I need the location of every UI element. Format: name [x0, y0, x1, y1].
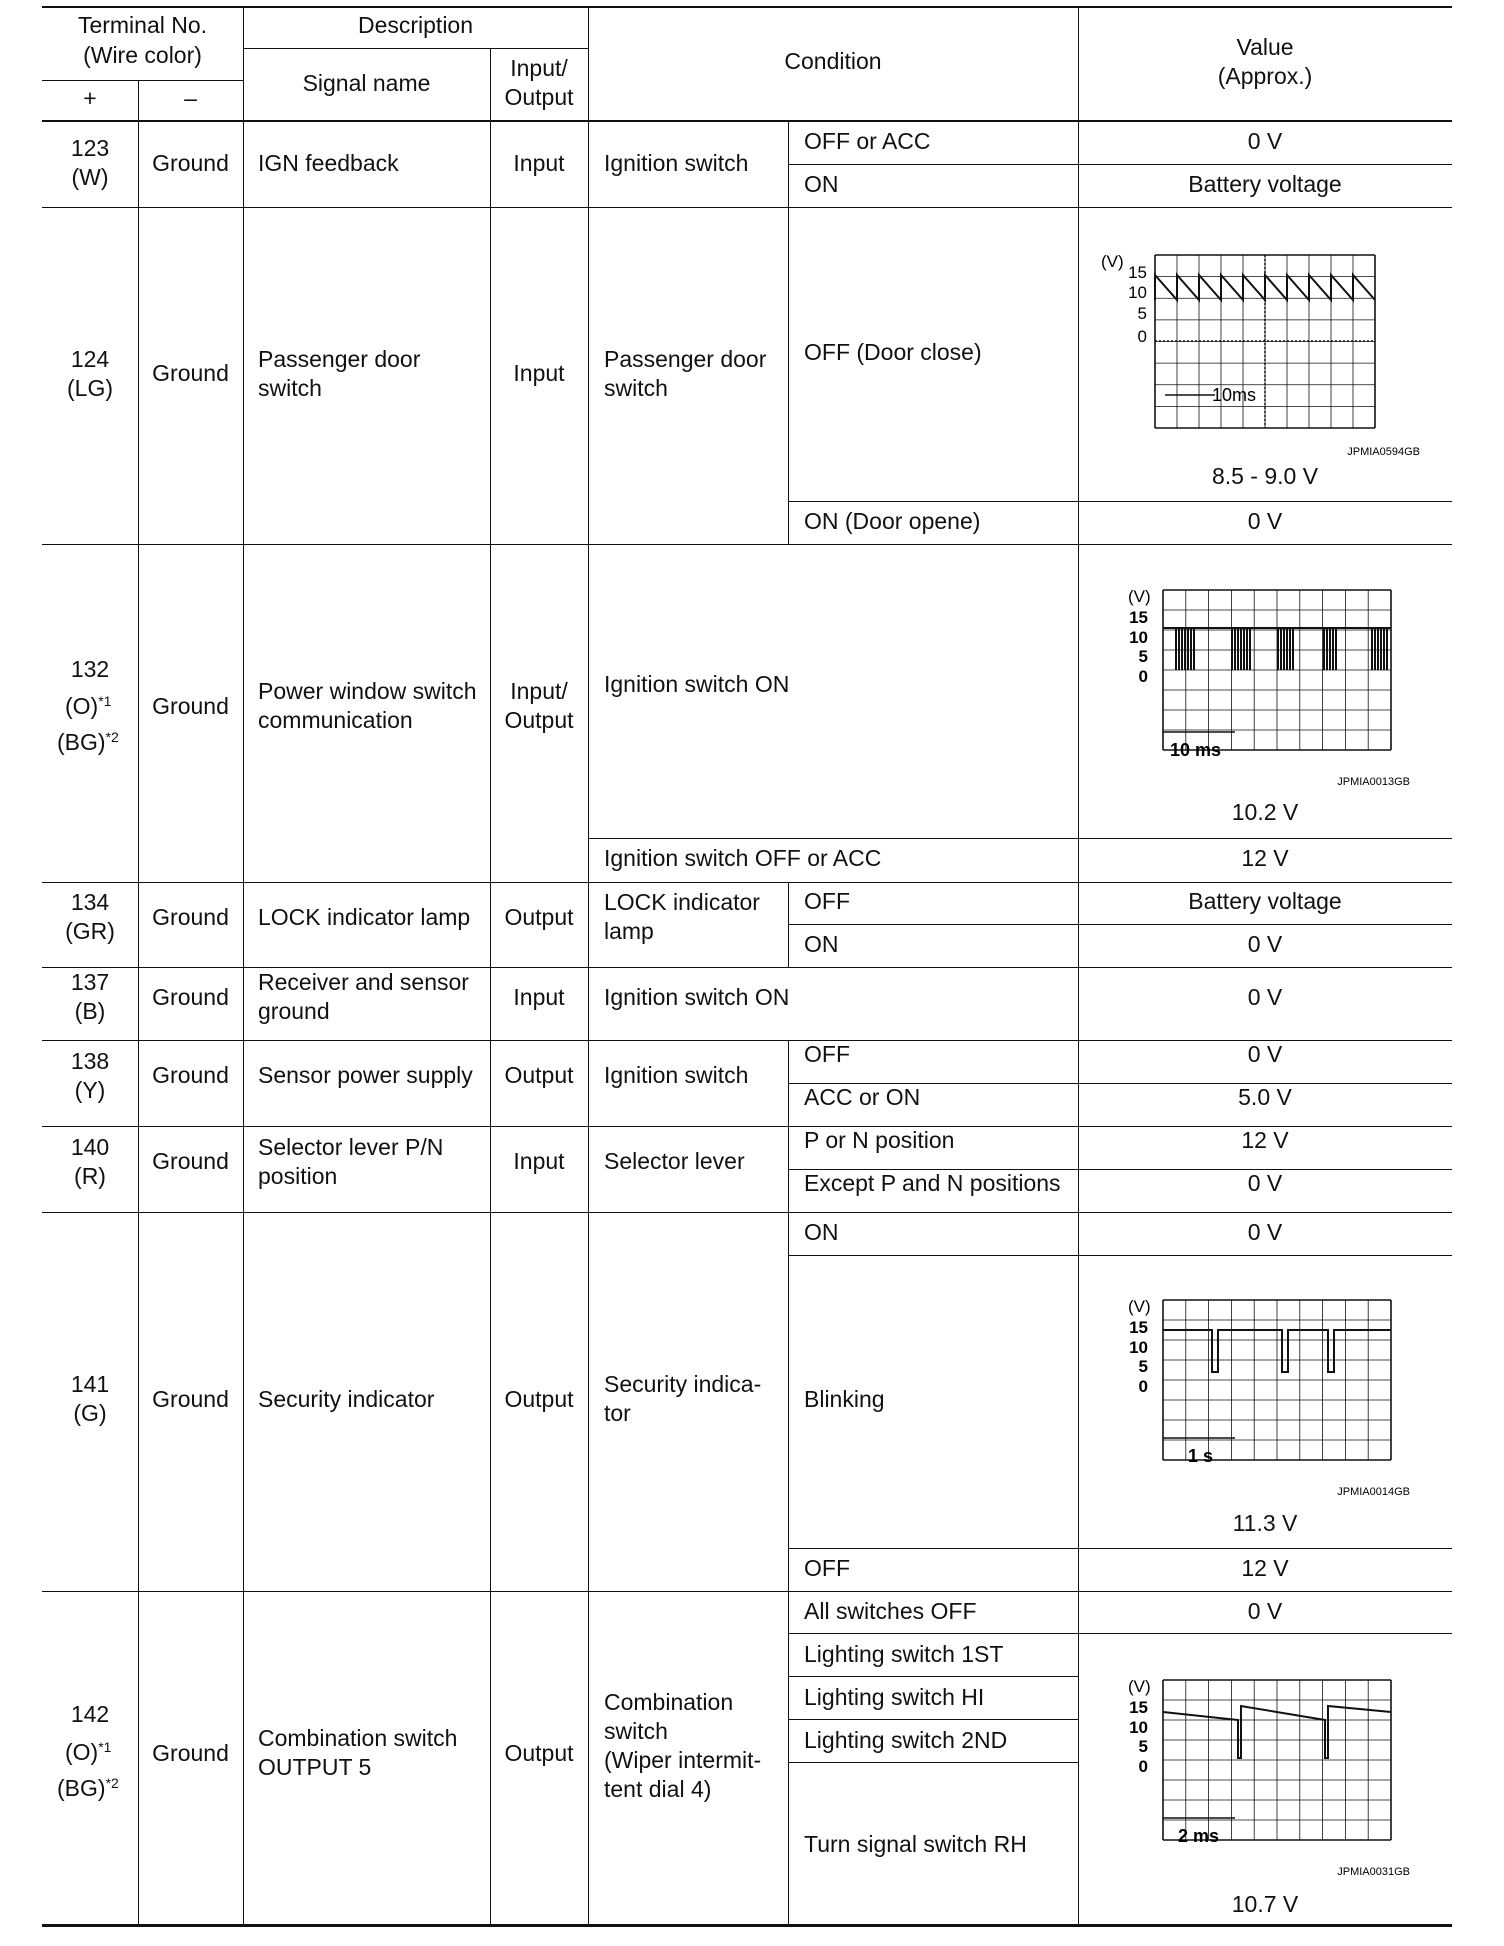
value: 0 V	[1247, 1041, 1283, 1067]
terminal-number: 138	[70, 1048, 110, 1074]
figure-code: JPMIA0014GB	[1337, 1486, 1410, 1498]
waveform-scale: 10 ms	[1170, 740, 1222, 760]
ground-terminal: Ground	[152, 1386, 229, 1412]
waveform-tick: 5	[1137, 304, 1147, 323]
condition: Ignition switch	[604, 150, 749, 176]
signal-name: switch	[258, 375, 322, 401]
rule	[243, 48, 588, 49]
io-type: Output	[504, 1062, 574, 1088]
io-type: Output	[504, 707, 574, 733]
value: 12 V	[1241, 845, 1289, 871]
value: 10.7 V	[1231, 1891, 1299, 1917]
sub-condition: ON	[804, 1219, 839, 1245]
sub-condition: Lighting switch 1ST	[804, 1641, 1004, 1667]
condition: Combination	[604, 1689, 734, 1715]
waveform-tick: 5	[1138, 1357, 1148, 1376]
waveform-tick: 0	[1137, 327, 1147, 346]
signal-name: communication	[258, 707, 413, 733]
header-plus: +	[83, 85, 97, 111]
header-condition: Condition	[784, 48, 882, 74]
value: 0 V	[1247, 508, 1283, 534]
waveform-tick: 0	[1138, 1757, 1148, 1776]
value: Battery voltage	[1188, 171, 1342, 197]
rule	[788, 164, 1452, 165]
waveform-power-window-comm	[1110, 580, 1425, 795]
wire-color: (LG)	[67, 375, 113, 401]
rule	[42, 120, 1452, 122]
rule	[588, 6, 589, 1925]
header-signal-name: Signal name	[302, 70, 431, 96]
waveform-tick: 10	[1129, 1718, 1148, 1737]
header-description: Description	[357, 12, 474, 38]
io-type: Input	[513, 984, 565, 1010]
waveform-grid	[1163, 1680, 1391, 1840]
io-type: Output	[504, 1740, 574, 1766]
signal-name: Selector lever P/N	[258, 1134, 444, 1160]
value: 10.2 V	[1231, 799, 1299, 825]
header-minus: –	[184, 85, 197, 111]
waveform-tick: 15	[1129, 1698, 1148, 1717]
sub-condition: P or N position	[804, 1127, 955, 1153]
header-io: Input/	[510, 55, 568, 81]
condition: Selector lever	[604, 1148, 745, 1174]
ground-terminal: Ground	[152, 984, 229, 1010]
wire-color: (BG)$^{*2}$	[57, 729, 119, 755]
io-type: Output	[504, 1386, 574, 1412]
value: Battery voltage	[1188, 888, 1342, 914]
io-type: Input/	[510, 678, 568, 704]
wire-color: (R)	[74, 1163, 106, 1189]
sub-condition: OFF	[804, 1041, 850, 1067]
condition: Ignition switch OFF or ACC	[604, 845, 882, 871]
waveform-unit: (V)	[1128, 587, 1151, 606]
value: 0 V	[1247, 1170, 1283, 1196]
rule	[788, 1762, 1078, 1763]
ground-terminal: Ground	[152, 360, 229, 386]
value: 12 V	[1241, 1127, 1289, 1153]
value: 0 V	[1247, 1219, 1283, 1245]
condition: switch	[604, 375, 668, 401]
sub-condition: ON (Door opene)	[804, 508, 981, 534]
signal-name: position	[258, 1163, 338, 1189]
rule	[788, 882, 789, 967]
condition: lamp	[604, 918, 654, 944]
figure-code: JPMIA0594GB	[1347, 446, 1420, 458]
rule	[788, 1255, 1452, 1256]
rule	[788, 1633, 1452, 1634]
ground-terminal: Ground	[152, 693, 229, 719]
terminal-number: 140	[70, 1134, 110, 1160]
wire-color: (G)	[73, 1400, 107, 1426]
waveform-tick: 15	[1129, 608, 1148, 627]
condition: Ignition switch ON	[604, 984, 790, 1010]
rule	[42, 882, 1452, 883]
waveform-scale: 10ms	[1212, 385, 1257, 405]
io-type: Output	[504, 904, 574, 930]
signal-name: IGN feedback	[258, 150, 399, 176]
rule	[788, 1676, 1078, 1677]
waveform-tick: 5	[1138, 1737, 1148, 1756]
condition: tent dial 4)	[604, 1776, 712, 1802]
value: 0 V	[1247, 1598, 1283, 1624]
condition: (Wiper intermit-	[604, 1747, 762, 1773]
header-value: Value	[1236, 34, 1294, 60]
rule	[42, 1591, 1452, 1592]
rule	[1078, 6, 1079, 1925]
waveform-tick: 10	[1128, 283, 1147, 302]
waveform-scale: 1 s	[1188, 1446, 1214, 1466]
wire-color: (BG)$^{*2}$	[57, 1775, 119, 1801]
ground-terminal: Ground	[152, 1062, 229, 1088]
waveform-signal	[1163, 628, 1391, 670]
condition: Passenger door	[604, 346, 767, 372]
waveform-tick: 10	[1129, 628, 1148, 647]
terminal-number: 141	[70, 1371, 110, 1397]
wire-color: (GR)	[65, 918, 115, 944]
waveform-unit: (V)	[1128, 1677, 1151, 1696]
signal-name: Combination switch	[258, 1725, 458, 1751]
waveform-security-indicator	[1110, 1290, 1425, 1505]
io-type: Input	[513, 150, 565, 176]
waveform-tick: 5	[1138, 647, 1148, 666]
signal-name: OUTPUT 5	[258, 1754, 372, 1780]
value: 12 V	[1241, 1555, 1289, 1581]
header-wire-color: (Wire color)	[83, 42, 202, 68]
rule	[788, 120, 789, 544]
rule	[42, 80, 243, 81]
signal-name: Power window switch	[258, 678, 477, 704]
terminal-number: 123	[70, 135, 110, 161]
terminal-number: 132	[70, 656, 110, 682]
rule	[788, 1040, 789, 1212]
condition: Ignition switch ON	[604, 671, 790, 697]
waveform-tick: 0	[1138, 667, 1148, 686]
rule	[788, 501, 1452, 502]
rule	[42, 6, 1452, 8]
value: 0 V	[1247, 931, 1283, 957]
value: 5.0 V	[1238, 1084, 1292, 1110]
figure-code: JPMIA0013GB	[1337, 776, 1410, 788]
wire-color: (B)	[74, 998, 106, 1024]
waveform-tick: 15	[1128, 263, 1147, 282]
io-type: Input	[513, 360, 565, 386]
condition: Ignition switch	[604, 1062, 749, 1088]
signal-name: LOCK indicator lamp	[258, 904, 471, 930]
condition: tor	[604, 1400, 631, 1426]
rule	[42, 1924, 1452, 1927]
waveform-passenger-door	[1095, 245, 1425, 460]
waveform-combination-switch	[1110, 1670, 1425, 1885]
rule	[243, 6, 244, 1925]
ground-terminal: Ground	[152, 904, 229, 930]
sub-condition: OFF	[804, 1555, 850, 1581]
sub-condition: OFF (Door close)	[804, 339, 982, 365]
signal-name: Security indicator	[258, 1386, 435, 1412]
terminal-number: 142	[70, 1701, 110, 1727]
waveform-scale: 2 ms	[1178, 1826, 1220, 1846]
signal-name: Receiver and sensor	[258, 969, 469, 995]
waveform-signal	[1155, 275, 1375, 300]
sub-condition: Turn signal switch RH	[804, 1831, 1027, 1857]
wire-color: (Y)	[74, 1077, 106, 1103]
waveform-grid	[1163, 1300, 1391, 1460]
ground-terminal: Ground	[152, 1740, 229, 1766]
sub-condition: OFF or ACC	[804, 128, 931, 154]
rule	[42, 967, 1452, 968]
waveform-tick: 15	[1129, 1318, 1148, 1337]
terminal-number: 124	[70, 346, 110, 372]
header-io: Output	[504, 84, 574, 110]
rule	[42, 1212, 1452, 1213]
signal-name: Passenger door	[258, 346, 421, 372]
figure-code: JPMIA0031GB	[1337, 1866, 1410, 1878]
rule	[788, 1719, 1078, 1720]
sub-condition: Lighting switch HI	[804, 1684, 985, 1710]
value: 11.3 V	[1232, 1510, 1298, 1536]
sub-condition: OFF	[804, 888, 850, 914]
rule	[788, 1212, 789, 1925]
rule	[42, 544, 1452, 545]
rule	[788, 924, 1452, 925]
condition: LOCK indicator	[604, 889, 760, 915]
ground-terminal: Ground	[152, 1148, 229, 1174]
signal-name: Sensor power supply	[258, 1062, 473, 1088]
rule	[788, 1548, 1452, 1549]
sub-condition: All switches OFF	[804, 1598, 977, 1624]
condition: switch	[604, 1718, 668, 1744]
sub-condition: ON	[804, 931, 839, 957]
sub-condition: Lighting switch 2ND	[804, 1727, 1008, 1753]
sub-condition: Blinking	[804, 1386, 885, 1412]
header-terminal-no: Terminal No.	[77, 12, 208, 38]
value: 0 V	[1247, 128, 1283, 154]
waveform-tick: 0	[1138, 1377, 1148, 1396]
wire-color: (W)	[71, 164, 109, 190]
condition: Security indica-	[604, 1371, 762, 1397]
header-value: (Approx.)	[1217, 63, 1313, 89]
waveform-unit: (V)	[1128, 1297, 1151, 1316]
signal-name: ground	[258, 998, 330, 1024]
io-type: Input	[513, 1148, 565, 1174]
sub-condition: ON	[804, 171, 839, 197]
value: 0 V	[1247, 984, 1283, 1010]
rule	[42, 207, 1452, 208]
terminal-number: 137	[70, 969, 110, 995]
wire-color: $(O)^{*1}$	[65, 693, 112, 719]
ground-terminal: Ground	[152, 150, 229, 176]
waveform-unit: (V)	[1101, 252, 1124, 271]
sub-condition: Except P and N positions	[804, 1170, 1061, 1196]
sub-condition: ACC or ON	[804, 1084, 921, 1110]
wire-color: $(O)^{*1}$	[65, 1739, 112, 1765]
terminal-number: 134	[70, 889, 110, 915]
rule	[588, 838, 1452, 839]
waveform-tick: 10	[1129, 1338, 1148, 1357]
value: 8.5 - 9.0 V	[1211, 463, 1319, 489]
